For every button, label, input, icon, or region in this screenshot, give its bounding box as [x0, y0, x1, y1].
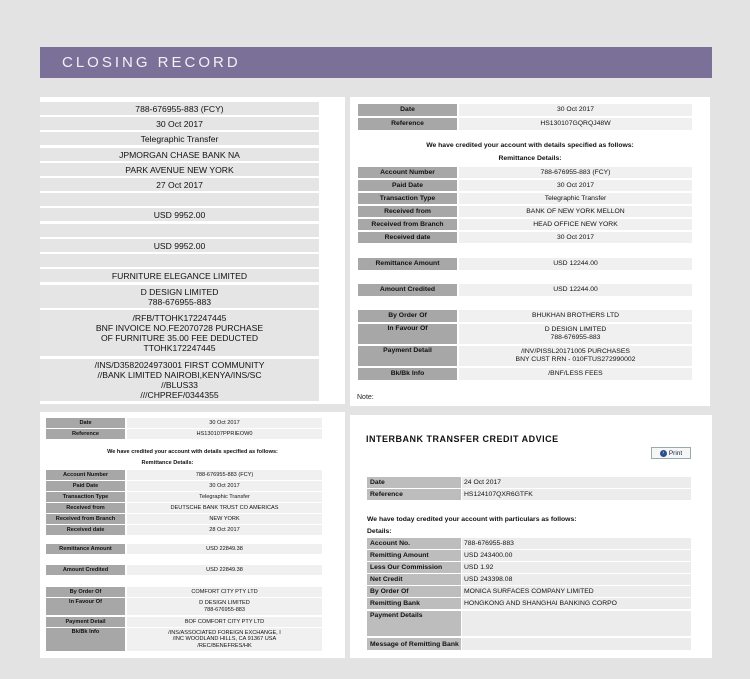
payment-details-value: [462, 611, 691, 636]
in-favour-value: D DESIGN LIMITED 788-676955-883: [127, 598, 322, 615]
date-value: 30 Oct 2017: [127, 418, 322, 428]
reference-value: HS130107GQRQJ48W: [459, 118, 692, 130]
detail-row: 788-676955-883 (FCY): [40, 102, 319, 115]
remittance-value: 788-676955-883 (FCY): [127, 470, 322, 480]
remittance-value: 30 Oct 2017: [459, 180, 692, 191]
remittance-amount-value: USD 12244.00: [459, 258, 692, 270]
detail-row: USD 9952.00: [40, 208, 319, 221]
remittance-label: Account Number: [46, 470, 125, 480]
payment-detail-value: BOF COMFORT CITY PTY LTD: [127, 617, 322, 627]
reference-label: Reference: [367, 489, 461, 500]
remittance-label: Received date: [46, 525, 125, 535]
print-icon: ›: [660, 450, 667, 457]
detail-row: D DESIGN LIMITED 788-676955-883: [40, 285, 319, 308]
particular-label: By Order Of: [367, 586, 461, 597]
date-value: 30 Oct 2017: [459, 104, 692, 116]
particular-value: USD 243398.08: [462, 574, 691, 585]
detail-row: /RFB/TTOHK172247445 BNF INVOICE NO.FE2070728 PURCHASE OF FURNITURE 35.00 FEE DEDUCTED TTOHK172247445: [40, 310, 319, 356]
detail-row: /INS/D3582024973001 FIRST COMMUNITY //BANK LIMITED NAIROBI,KENYA/INS/SC //BLUS33 ///CHPREF/0344355: [40, 359, 319, 401]
remittance-label: Transaction Type: [46, 492, 125, 502]
remittance-label: Paid Date: [46, 481, 125, 491]
detail-row: [40, 224, 319, 237]
remittance-value: 30 Oct 2017: [459, 232, 692, 243]
remittance-label: Received from: [358, 206, 457, 217]
page-banner: CLOSING RECORD: [40, 47, 712, 78]
date-label: Date: [367, 477, 461, 488]
message-remitting-bank-label: Message of Remitting Bank: [367, 638, 461, 650]
remittance-value: NEW YORK: [127, 514, 322, 524]
credit-advice-card-1: [350, 97, 710, 406]
remittance-value: Telegraphic Transfer: [127, 492, 322, 502]
particular-label: Remitting Bank: [367, 598, 461, 609]
remittance-value: Telegraphic Transfer: [459, 193, 692, 204]
by-order-value: COMFORT CITY PTY LTD: [127, 587, 322, 597]
remittance-label: Received from: [46, 503, 125, 513]
reference-value: HS130107PPRIEOW0: [127, 429, 322, 439]
intro-text: We have credited your account with details specified as follows:: [107, 449, 278, 455]
remittance-label: Account Number: [358, 167, 457, 178]
particular-value: MONICA SURFACES COMPANY LIMITED: [462, 586, 691, 597]
detail-row: JPMORGAN CHASE BANK NA: [40, 148, 319, 161]
particular-value: USD 1.92: [462, 562, 691, 573]
amount-credited-value: USD 12244.00: [459, 284, 692, 296]
remittance-label: Received from Branch: [46, 514, 125, 524]
remittance-amount-label: Remittance Amount: [46, 544, 125, 554]
payment-detail-label: Payment Detail: [358, 346, 457, 366]
reference-value: HS124107QXR6GTFK: [462, 489, 691, 500]
remittance-value: HEAD OFFICE NEW YORK: [459, 219, 692, 230]
detail-row: 30 Oct 2017: [40, 117, 319, 130]
remittance-amount-value: USD 22849.38: [127, 544, 322, 554]
credit-advice-card-2: [40, 412, 345, 658]
detail-row: 27 Oct 2017: [40, 178, 319, 191]
payment-details-label: Payment Details: [367, 611, 461, 636]
remittance-value: BANK OF NEW YORK MELLON: [459, 206, 692, 217]
particular-label: Remitting Amount: [367, 550, 461, 561]
in-favour-label: In Favour Of: [358, 324, 457, 344]
note-label: Note:: [357, 394, 374, 401]
amount-credited-label: Amount Credited: [358, 284, 457, 296]
bk-info-label: Bk/Bk Info: [46, 628, 125, 651]
payment-detail-value: /INV/PISSL20171005 PURCHASES BNY CUST RRN - 010FTUS272990002: [459, 346, 692, 366]
particular-label: Account No.: [367, 538, 461, 549]
date-label: Date: [46, 418, 125, 428]
print-button[interactable]: › Print: [651, 447, 691, 459]
detail-row: FURNITURE ELEGANCE LIMITED: [40, 269, 319, 282]
interbank-credit-advice-card: [350, 415, 712, 658]
detail-row: PARK AVENUE NEW YORK: [40, 163, 319, 176]
particular-value: HONGKONG AND SHANGHAI BANKING CORPO: [462, 598, 691, 609]
remittance-value: 788-676955-883 (FCY): [459, 167, 692, 178]
remittance-value: 28 Oct 2017: [127, 525, 322, 535]
date-value: 24 Oct 2017: [462, 477, 691, 488]
bk-info-label: Bk/Bk Info: [358, 368, 457, 380]
details-label: Details:: [367, 528, 392, 535]
particular-label: Net Credit: [367, 574, 461, 585]
message-remitting-bank-value: [462, 638, 691, 650]
remittance-value: 30 Oct 2017: [127, 481, 322, 491]
by-order-value: BHUKHAN BROTHERS LTD: [459, 310, 692, 322]
remittance-label: Paid Date: [358, 180, 457, 191]
bk-info-value: /BNF/LESS FEES: [459, 368, 692, 380]
particular-value: 788-676955-883: [462, 538, 691, 549]
by-order-label: By Order Of: [358, 310, 457, 322]
intro-text: We have today credited your account with particulars as follows:: [367, 516, 577, 523]
amount-credited-value: USD 22849.38: [127, 565, 322, 575]
by-order-label: By Order Of: [46, 587, 125, 597]
date-label: Date: [358, 104, 457, 116]
bk-info-value: /INS/ASSOCIATED FOREIGN EXCHANGE, I /INC WOODLAND HILLS, CA 91367 USA /REC/BENEFRES/HK: [127, 628, 322, 651]
payment-detail-label: Payment Detail: [46, 617, 125, 627]
reference-label: Reference: [46, 429, 125, 439]
in-favour-label: In Favour Of: [46, 598, 125, 615]
transfer-details-card: [40, 97, 345, 404]
advice-title: INTERBANK TRANSFER CREDIT ADVICE: [366, 434, 559, 444]
detail-row: [40, 254, 319, 267]
intro-text: We have credited your account with details specified as follows:: [426, 142, 634, 149]
detail-row: Telegraphic Transfer: [40, 132, 319, 145]
amount-credited-label: Amount Credited: [46, 565, 125, 575]
remittance-amount-label: Remittance Amount: [358, 258, 457, 270]
remittance-label: Transaction Type: [358, 193, 457, 204]
particular-label: Less Our Commission: [367, 562, 461, 573]
remittance-label: Received from Branch: [358, 219, 457, 230]
detail-row: USD 9952.00: [40, 239, 319, 252]
reference-label: Reference: [358, 118, 457, 130]
in-favour-value: D DESIGN LIMITED 788-676955-883: [459, 324, 692, 344]
particular-value: USD 243400.00: [462, 550, 691, 561]
detail-row: [40, 193, 319, 206]
remittance-title: Remittance Details:: [141, 460, 194, 466]
remittance-value: DEUTSCHE BANK TRUST CO AMERICAS: [127, 503, 322, 513]
remittance-title: Remittance Details:: [498, 155, 562, 162]
remittance-label: Received date: [358, 232, 457, 243]
